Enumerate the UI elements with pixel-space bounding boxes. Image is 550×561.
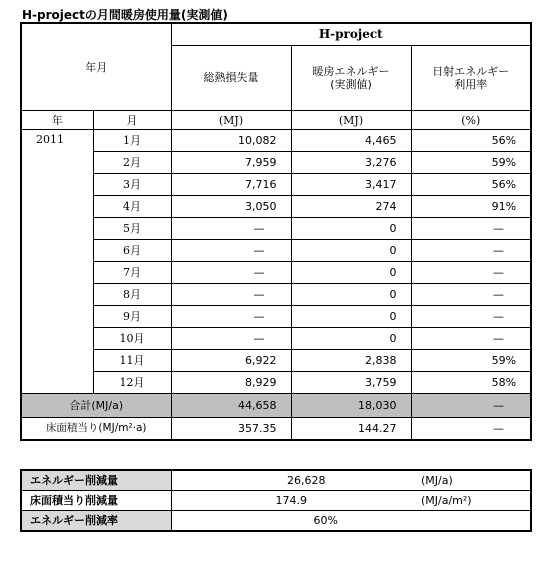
summary-value: 60% <box>171 511 531 532</box>
summary-unit: (MJ/a) <box>411 470 531 491</box>
rate-cell: 56% <box>411 130 531 152</box>
page-title: H-projectの月間暖房使用量(実測値) <box>22 8 228 22</box>
loss-unit: (MJ) <box>171 111 291 130</box>
rate-cell: 59% <box>411 350 531 372</box>
per-area-rate: — <box>411 418 531 440</box>
month-cell: 3月 <box>93 174 171 196</box>
table-row <box>21 196 531 218</box>
heat-cell: 3,276 <box>291 152 411 174</box>
table-row <box>21 306 531 328</box>
table-row <box>21 350 531 372</box>
rate-column-header <box>411 45 531 110</box>
month-cell: 12月 <box>93 372 171 394</box>
loss-column-header <box>171 45 291 110</box>
rate-cell: 91% <box>411 196 531 218</box>
summary-row <box>21 491 531 511</box>
month-header: 月 <box>93 111 171 130</box>
loss-cell: — <box>171 240 291 262</box>
heat-cell: 0 <box>291 240 411 262</box>
loss-header-label: 総熱損失量 <box>203 71 259 85</box>
heat-unit: (MJ) <box>291 111 411 130</box>
heat-cell: 274 <box>291 196 411 218</box>
heat-cell: 0 <box>291 262 411 284</box>
rate-unit: (%) <box>411 111 531 130</box>
total-row <box>21 394 531 418</box>
per-area-label: 床面積当り(MJ/m²·a) <box>21 418 171 440</box>
total-loss: 44,658 <box>171 394 291 418</box>
table-row <box>21 262 531 284</box>
summary-label: エネルギー削減率 <box>21 511 171 532</box>
summary-label: 床面積当り削減量 <box>21 491 171 511</box>
month-cell: 4月 <box>93 196 171 218</box>
total-label: 合計(MJ/a) <box>21 394 171 418</box>
summary-value: 174.9 <box>171 491 411 511</box>
table-row <box>21 218 531 240</box>
rate-cell: — <box>411 240 531 262</box>
summary-row <box>21 470 531 491</box>
rate-header-line1: 日射エネルギー <box>432 64 510 78</box>
rate-cell: 58% <box>411 372 531 394</box>
year-header: 年 <box>21 111 93 130</box>
heat-cell: 3,759 <box>291 372 411 394</box>
month-cell: 11月 <box>93 350 171 372</box>
summary-value: 26,628 <box>171 470 411 491</box>
loss-cell: 3,050 <box>171 196 291 218</box>
month-cell: 6月 <box>93 240 171 262</box>
month-cell: 5月 <box>93 218 171 240</box>
loss-cell: 7,959 <box>171 152 291 174</box>
year-cell <box>21 130 93 394</box>
loss-cell: — <box>171 262 291 284</box>
rate-cell: — <box>411 284 531 306</box>
month-cell: 8月 <box>93 284 171 306</box>
loss-cell: 6,922 <box>171 350 291 372</box>
reduction-summary-table <box>20 469 532 532</box>
month-cell: 1月 <box>93 130 171 152</box>
rate-cell: — <box>411 306 531 328</box>
rate-cell: 56% <box>411 174 531 196</box>
total-heat: 18,030 <box>291 394 411 418</box>
heat-cell: 0 <box>291 328 411 350</box>
heat-cell: 4,465 <box>291 130 411 152</box>
table-row <box>21 152 531 174</box>
heat-cell: 3,417 <box>291 174 411 196</box>
loss-cell: — <box>171 284 291 306</box>
project-group-header: H-project <box>171 23 531 45</box>
rate-cell: 59% <box>411 152 531 174</box>
year-month-header: 年月 <box>21 23 171 111</box>
table-row <box>21 372 531 394</box>
heat-header-line1: 暖房エネルギー <box>312 64 390 78</box>
rate-cell: — <box>411 218 531 240</box>
monthly-heating-table <box>20 22 532 441</box>
heat-cell: 0 <box>291 306 411 328</box>
loss-cell: 10,082 <box>171 130 291 152</box>
loss-cell: — <box>171 218 291 240</box>
heat-cell: 2,838 <box>291 350 411 372</box>
heat-column-header <box>291 45 411 110</box>
total-rate: — <box>411 394 531 418</box>
summary-unit: (MJ/a/m²) <box>411 491 531 511</box>
table-row <box>21 328 531 350</box>
table-row <box>21 240 531 262</box>
per-area-row <box>21 418 531 440</box>
year-value: 2011 <box>36 133 64 146</box>
heat-cell: 0 <box>291 284 411 306</box>
per-area-heat: 144.27 <box>291 418 411 440</box>
table-row <box>21 130 531 152</box>
summary-label: エネルギー削減量 <box>21 470 171 491</box>
loss-cell: 7,716 <box>171 174 291 196</box>
table-row <box>21 284 531 306</box>
month-cell: 10月 <box>93 328 171 350</box>
per-area-loss: 357.35 <box>171 418 291 440</box>
table-row <box>21 174 531 196</box>
loss-cell: — <box>171 306 291 328</box>
heat-cell: 0 <box>291 218 411 240</box>
month-cell: 7月 <box>93 262 171 284</box>
summary-row <box>21 511 531 532</box>
rate-cell: — <box>411 328 531 350</box>
loss-cell: — <box>171 328 291 350</box>
rate-header-line2: 利用率 <box>454 77 488 91</box>
heat-header-line2: (実測値) <box>330 77 372 91</box>
rate-cell: — <box>411 262 531 284</box>
loss-cell: 8,929 <box>171 372 291 394</box>
month-cell: 2月 <box>93 152 171 174</box>
month-cell: 9月 <box>93 306 171 328</box>
